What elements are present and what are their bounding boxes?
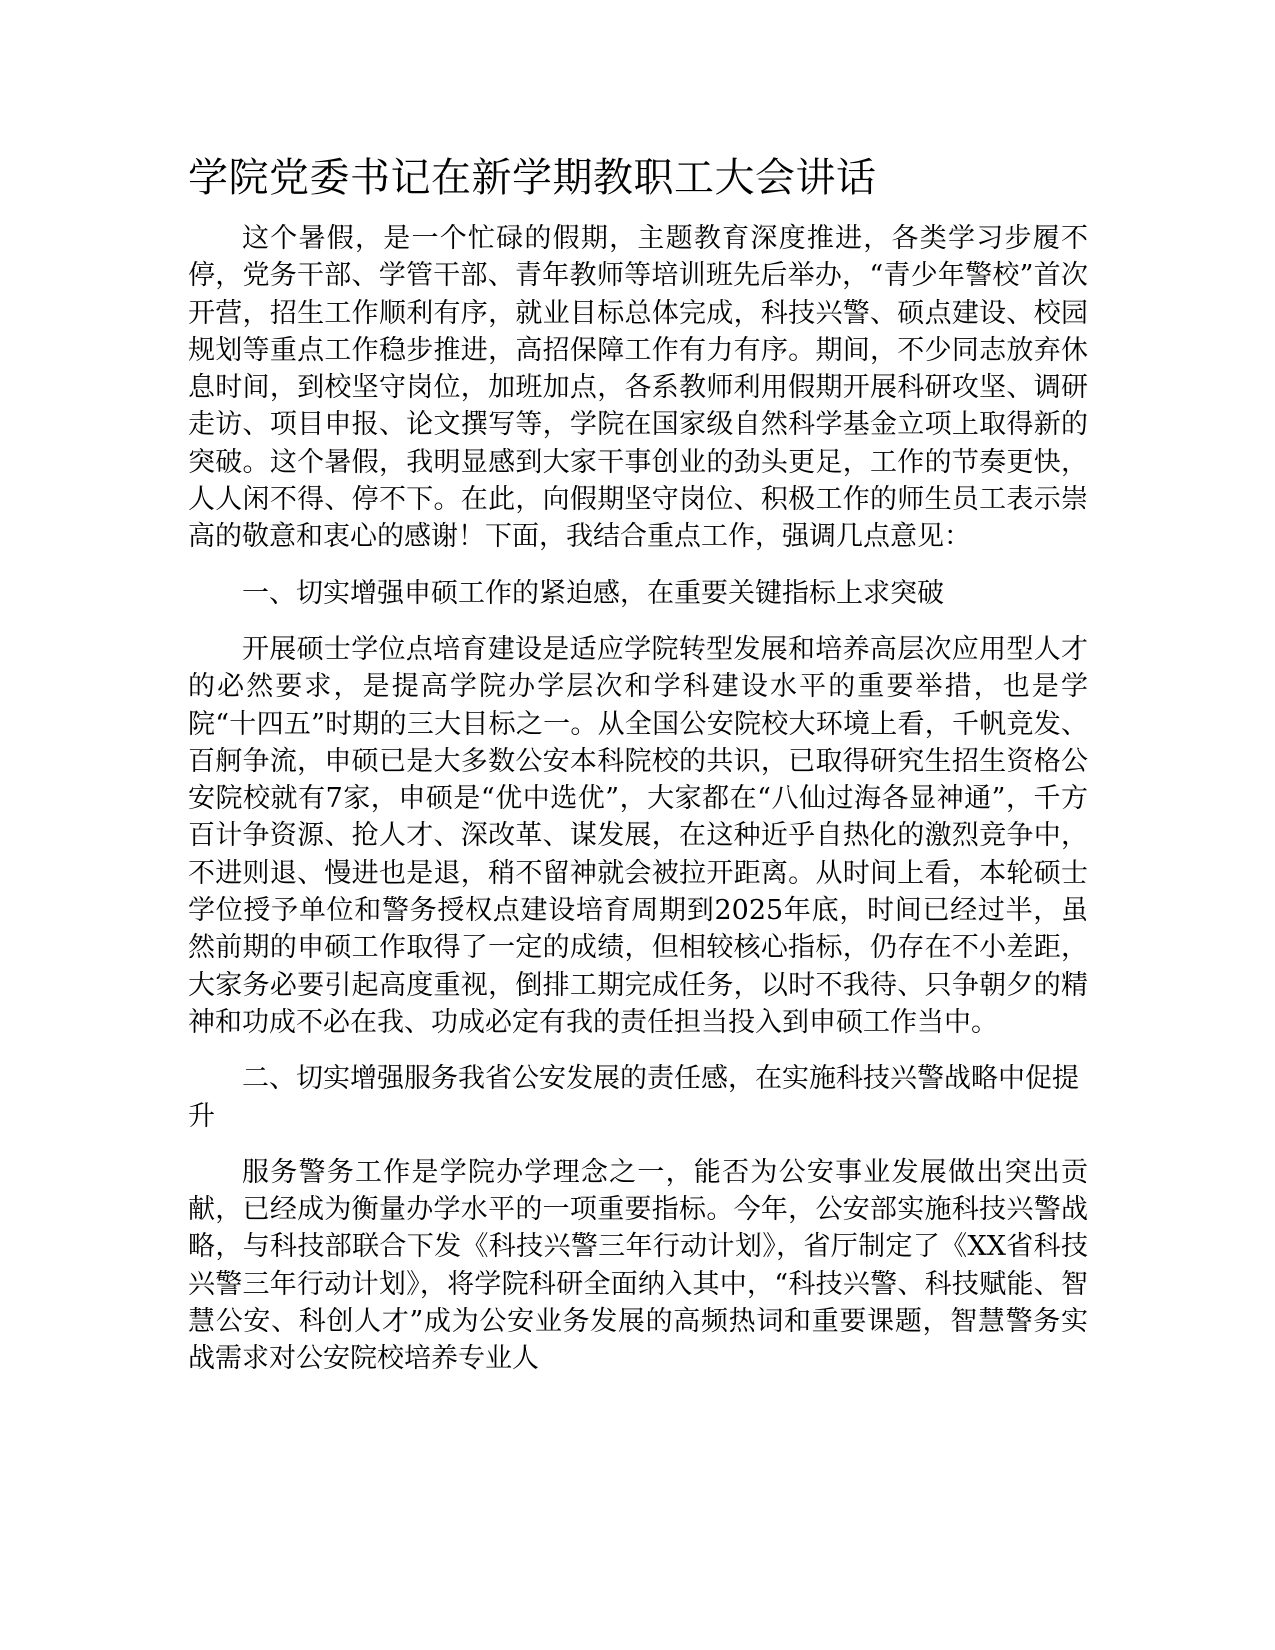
document-title: 学院党委书记在新学期教职工大会讲话 [188,155,877,201]
section-heading-1: 一、切实增强申硕工作的紧迫感，在重要关键指标上求突破 [242,577,944,609]
paragraph-intro: 这个暑假，是一个忙碌的假期，主题教育深度推进，各类学习步履不停，党务干部、学管干部、青年教师等培训班先后举办，“青少年警校”首次开营，招生工作顺利有序，就业目标总体完成，科技兴警、硕点建设、校园规划等重点工作稳步推进，高招保障工作有力有序。期间，不少同志放弃休息时间，到校坚守岗位，加班加点，各系教师利用假期开展科研攻坚、调研走访、项目申报、论文撰写等，学院在国家级自然科学基金立项上取得新的突破。这个暑假，我明显感到大家干事创业的劲头更足，工作的节奏更快，人人闲不得、停不下。在此，向假期坚守岗位、积极工作的师生员工表示崇高的敬意和衷心的感谢！下面，我结合重点工作，强调几点意见： [188,223,1088,553]
section-heading-2: 二、切实增强服务我省公安发展的责任感，在实施科技兴警战略中促提升 [188,1063,1079,1132]
paragraph-section-1: 开展硕士学位点培育建设是适应学院转型发展和培养高层次应用型人才的必然要求，是提高学院办学层次和学科建设水平的重要举措，也是学院“十四五”时期的三大目标之一。从全国公安院校大环境上看，千帆竞发、百舸争流，申硕已是大多数公安本科院校的共识，已取得研究生招生资格公安院校就有7家，申硕是“优中选优”，大家都在“八仙过海各显神通”，千方百计争资源、抢人才、深改革、谋发展，在这种近乎自热化的激烈竞争中，不进则退、慢进也是退，稍不留神就会被拉开距离。从时间上看，本轮硕士学位授予单位和警务授权点建设培育周期到2025年底，时间已经过半，虽然前期的申硕工作取得了一定的成绩，但相较核心指标，仍存在不小差距，大家务必要引起高度重视，倒排工期完成任务，以时不我待、只争朝夕的精神和功成不必在我、功成必定有我的责任担当投入到申硕工作当中。 [188,633,1088,1038]
paragraph-section-2: 服务警务工作是学院办学理念之一，能否为公安事业发展做出突出贡献，已经成为衡量办学水平的一项重要指标。今年，公安部实施科技兴警战略，与科技部联合下发《科技兴警三年行动计划》，省厅制定了《XX省科技兴警三年行动计划》，将学院科研全面纳入其中，“科技兴警、科技赋能、智慧公安、科创人才”成为公安业务发展的高频热词和重要课题，智慧警务实战需求对公安院校培养专业人 [188,1156,1088,1375]
document-body [188,150,1088,1397]
